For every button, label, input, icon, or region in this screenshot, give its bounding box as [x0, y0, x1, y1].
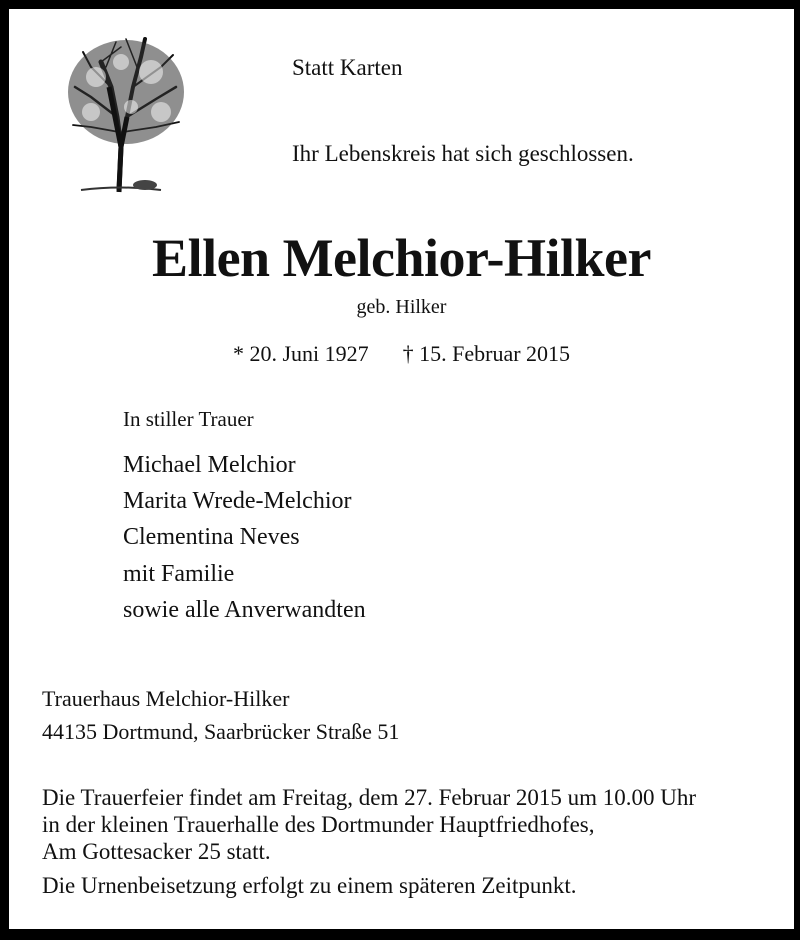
deceased-name: Ellen Melchior-Hilker [152, 228, 651, 288]
mourner-name: sowie alle Anverwandten [123, 597, 366, 623]
motto-text: Ihr Lebenskreis hat sich geschlossen. [292, 141, 634, 166]
death-date: † 15. Februar 2015 [402, 341, 571, 366]
mourner-name: Michael Melchior [123, 452, 296, 478]
burial-note: Die Urnenbeisetzung erfolgt zu einem späteren Zeitpunkt. [42, 873, 577, 898]
obituary-notice [9, 9, 794, 929]
birth-name: geb. Hilker [356, 296, 447, 318]
mourner-name: Marita Wrede-Melchior [123, 488, 352, 514]
address-line-2: 44135 Dortmund, Saarbrücker Straße 51 [42, 719, 400, 744]
mourner-name: Clementina Neves [123, 524, 300, 550]
mourners-heading: In stiller Trauer [123, 407, 254, 431]
mourner-name: mit Familie [123, 561, 235, 587]
ceremony-line: Am Gottesacker 25 statt. [42, 839, 271, 864]
address-line-1: Trauerhaus Melchior-Hilker [42, 686, 290, 711]
ceremony-line: in der kleinen Trauerhalle des Dortmunder Hauptfriedhofes, [42, 812, 595, 837]
intro-text: Statt Karten [292, 55, 403, 80]
life-dates [9, 341, 794, 366]
tree-icon [61, 27, 201, 197]
ceremony-line: Die Trauerfeier findet am Freitag, dem 27. Februar 2015 um 10.00 Uhr [42, 785, 697, 810]
birth-date: * 20. Juni 1927 [232, 341, 369, 366]
